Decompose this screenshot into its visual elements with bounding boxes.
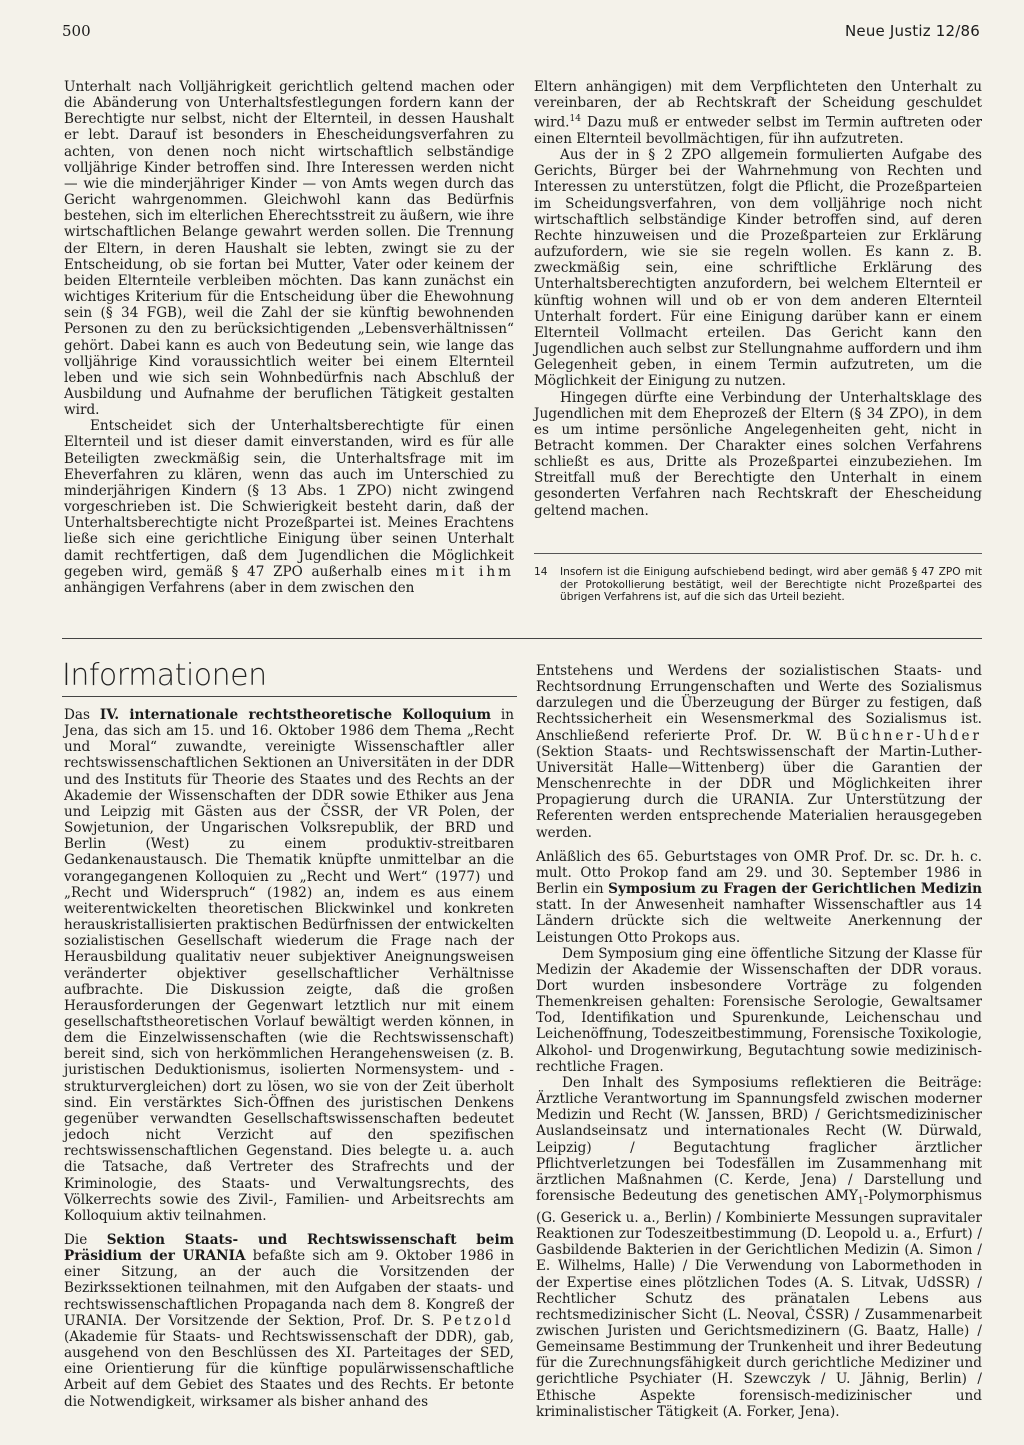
info-heading: IV. internationale rechtstheoretische Kolloquium bbox=[99, 707, 492, 723]
spaced-emphasis: mit ihm bbox=[435, 563, 514, 580]
paragraph: Entscheidet sich der Unterhaltsberechtigte für einen Elternteil und ist dieser damit einverstanden, wird es für alle Beteiligten zweckmäßig sein, die Unterhaltsfrage mit im Eheverfahren zu klären, wenn das auch im Unterschied zu minderjährigen Kindern (§ 13 Abs. 1 ZPO) nicht zwingend vorgeschrieben ist. Die Schwierigkeit besteht darin, daß der Unterhaltsberechtigte nicht Prozeßpartei ist. Meines Erachtens ließe sich eine gerichtliche Einigung über seinen Unterhalt damit rechtfertigen, daß dem Jugendlichen die Möglichkeit gegeben wird, gemäß § 47 ZPO außerhalb eines mit ihm anhängigen Verfahrens (aber in dem zwischen den bbox=[64, 418, 514, 596]
spaced-name: Petzold bbox=[442, 1312, 514, 1329]
paragraph: Unterhalt nach Volljährigkeit gerichtlich geltend machen oder die Abänderung von Unterhaltsfestlegungen fordern kann der Berechtigte nur selbst, nicht der Elternteil, in dessen Haushalt er lebt. Darauf ist besonders in Ehescheidungsverfahren zu achten, von denen noch nicht wirtschaftlich selbständige volljährige Kinder betroffen sind. Ihre Interessen werden nicht — wie die minderjähriger Kinder — von Amts wegen durch das Gericht wahrgenommen. Gleichwohl kann das Bedürfnis bestehen, sich im elterlichen Eherechtsstreit zu äußern, wie ihre wirtschaftlichen Belange gewahrt werden sollen. Die Trennung der Eltern, in deren Haushalt sie lebten, zwingt sie zu der Entscheidung, ob sie fortan bei Mutter, Vater oder keinem der beiden Elternteile verbleiben möchten. Das kann zunächst ein wichtiges Kriterium für die Entscheidung über die Ehewohnung sein (§ 34 FGB), weil die Zahl der sie künftig bewohnenden Personen zu den zu berücksichtigenden „Lebensverhältnissen“ gehört. Dabei kann es auch von Bedeutung sein, wie lange das volljährige Kind voraussichtlich weiter bei einem Elternteil leben und wie sich sein Wohnbedürfnis nach Abschluß der Ausbildung und Aufnahme der beruflichen Tätigkeit gestalten wird. bbox=[64, 79, 514, 419]
info-item: Das IV. internationale rechtstheoretische Kolloquium in Jena, das sich am 15. und 16. Oktober 1986 dem Thema „Recht und Moral“ zuwandte, vereinigte Wissenschaftler aller rechtswissenschaftlichen Sektionen an Universitäten in der DDR und des Instituts für Theorie des Staates und des Rechts an der Akademie der Wissenschaften der DDR sowie Ethiker aus Jena und Leipzig mit Gästen aus der ČSSR, der VR Polen, der Sowjetunion, der Ungarischen Volksrepublik, der BRD und Berlin (West) zu einem produktiv-streitbaren Gedankenaustausch. Die Thematik knüpfte unmittelbar an die vorangegangenen Kolloquien zu „Recht und Wert“ (1977) und „Recht und Widerspruch“ (1982) an, indem es aus einem weiterentwickelten theoretischen Blickwinkel und konkreten herauskristallisierten praktischen Bedürfnissen der entwickelten sozialistischen Gesellschaft wiederum die Frage nach der Herausbildung qualitativ neuer subjektiver Aneignungsweisen veränderter objektiver gesellschaftlicher Verhältnisse aufbrachte. Die Diskussion zeigte, daß die großen Herausforderungen der Gegenwart letztlich nur mit einem gesellschaftstheoretischen Vorlauf bewältigt werden können, in dem die Einzelwissenschaften (wie die Rechtswissenschaft) bereit sind, sich von herkömmlichen Herangehensweisen (z. B. juristischen Deduktionismus, isolierten Normensystem- und -strukturvergleichen) dort zu lösen, wo sie von der Zeit überholt sind. Ein verstärktes Sich-Öffnen des juristischen Denkens gegenüber verwandten Gesellschaftswissenschaften bedeutet jedoch nicht Verzicht auf den spezifischen rechtswissenschaftlichen Gegenstand. Dies belegte u. a. auch die Tatsache, daß Vertreter des Strafrechts und der Kriminologie, des Staats- und Verwaltungsrechts, des Völkerrechts sowie des Zivil-, Familien- und Arbeitsrechts am Kolloquium aktiv teilnahmen. bbox=[64, 707, 514, 1224]
info-item: Anläßlich des 65. Geburtstages von OMR Prof. Dr. sc. Dr. h. c. mult. Otto Prokop fand am 29. und 30. September 1986 in Berlin ein Symposium zu Fragen der Gerichtlichen Medizin statt. In der Anwesenheit namhafter Wissenschaftler aus 14 Ländern drückte sich die weltweite Anerkennung der Leistungen Otto Prokops aus. bbox=[536, 848, 983, 946]
footnote-number: 14 bbox=[534, 566, 548, 578]
info-item: Dem Symposium ging eine öffentliche Sitzung der Klasse für Medizin der Akademie der Wissenschaften der DDR voraus. Dort wurden insbesondere Vorträge zu folgenden Themenkreisen gehalten: Forensische Serologie, Gewaltsamer Tod, Identifikation und Spurenkunde, Leichenschau und Leichenöffnung, Todeszeitbestimmung, Forensische Toxikologie, Alkohol- und Drogenwirkung, Begutachtung sowie medizinisch-rechtliche Fragen. bbox=[536, 945, 982, 1075]
footnote-divider bbox=[534, 553, 982, 554]
footnote-text: Insofern ist die Einigung aufschiebend bedingt, wird aber gemäß § 47 ZPO mit der Protokollierung bestätigt, weil der Berechtigte nicht Prozeßpartei des übrigen Verfahrens ist, auf die sich das Urteil bezieht. bbox=[560, 566, 982, 604]
info-heading: Symposium zu Fragen der Gerichtlichen Medizin bbox=[608, 881, 983, 898]
page-number: 500 bbox=[62, 22, 91, 40]
info-heading: Sektion Staats- und Rechtswissenschaft beim Präsidium der URANIA bbox=[64, 1232, 514, 1265]
info-item: Die Sektion Staats- und Rechtswissenschaft beim Präsidium der URANIA befaßte sich am 9. Oktober 1986 in einer Sitzung, an der auch die Vorsitzenden der Bezirkssektionen teilnahmen, mit den Aufgaben der staats- und rechtswissenschaftlichen Propaganda nach dem 8. Kongreß der URANIA. Der Vorsitzende der Sektion, Prof. Dr. S. Petzold (Akademie für Staats- und Rechtswissenschaft der DDR), gab, ausgehend von den Beschlüssen des XI. Parteitages der SED, eine Orientierung für die künftige populärwissenschaftliche Arbeit auf dem Gebiet des Staates und des Rechts. Er betonte die Notwendigkeit, wirksamer als bisher anhand des bbox=[64, 1232, 514, 1410]
section-title: Informationen bbox=[62, 658, 267, 693]
section-divider bbox=[62, 638, 982, 639]
paragraph: Hingegen dürfte eine Verbindung der Unterhaltsklage des Jugendlichen mit dem Eheprozeß der Eltern (§ 34 ZPO), in dem es um intime persönliche Angelegenheiten geht, nicht in Betracht kommen. Der Charakter eines solchen Verfahrens schließt es aus, Dritte als Prozeßpartei einzubeziehen. Im Streitfall muß der Berechtigte den Unterhalt in einem gesonderten Verfahren nach Rechtskraft der Ehescheidung geltend machen. bbox=[534, 389, 982, 519]
page-header bbox=[62, 22, 980, 44]
footnote bbox=[534, 566, 982, 604]
info-column-right bbox=[536, 663, 982, 1420]
footnote-ref[interactable]: 14 bbox=[569, 114, 581, 125]
info-item: Entstehens und Werdens der sozialistischen Staats- und Rechtsordnung Errungenschaften und Werte des Sozialismus darzulegen und die Überzeugung der Bürger zu festigen, daß Rechtssicherheit ein Wesensmerkmal des Sozialismus ist. Anschließend referierte Prof. Dr. W. Büchner-Uhder (Sektion Staats- und Rechtswissenschaft der Martin-Luther-Universität Halle—Wittenberg) über die Garantien der Menschenrechte in der DDR und Möglichkeiten ihrer Propagierung durch die URANIA. Zur Unterstützung der Referenten werden entsprechende Materialien herausgegeben werden. bbox=[536, 663, 982, 841]
info-column-left bbox=[64, 707, 514, 1410]
paragraph: Aus der in § 2 ZPO allgemein formulierten Aufgabe des Gerichts, Bürger bei der Wahrnehmung von Rechten und Interessen zu unterstützen, folgt die Pflicht, die Prozeßparteien im Scheidungsverfahren, von dem volljährige noch nicht wirtschaftlich selbständige Kinder betroffen sind, auf deren Rechte hinzuweisen und die Prozeßparteien zur Erklärung aufzufordern, wie sie sie regeln wollen. Es kann z. B. zweckmäßig sein, eine schriftliche Erklärung des Unterhaltsberechtigten anzufordern, bei welchem Elternteil er künftig wohnen will und ob er von dem anderen Elternteil Unterhalt fordert. Für eine Einigung darüber kann er einem Elternteil Vollmacht erteilen. Das Gericht kann den Jugendlichen auch selbst zur Stellungnahme auffordern und ihm Gelegenheit geben, in einem Termin aufzutreten, um die Möglichkeit der Einigung zu nutzen. bbox=[534, 147, 982, 390]
journal-issue: Neue Justiz 12/86 bbox=[844, 22, 980, 40]
spaced-name: Büchner-Uhder bbox=[836, 727, 982, 744]
article-column-right bbox=[534, 79, 982, 519]
article-column-left bbox=[64, 79, 514, 596]
info-item: Den Inhalt des Symposiums reflektieren die Beiträge: Ärztliche Verantwortung im Spannungsfeld zwischen moderner Medizin und Recht (W. Janssen, BRD) / Gerichtsmedizinischer Auslandseinsatz und internationales Recht (W. Dürwald, Leipzig) / Begutachtung fraglicher ärztlicher Pflichtverletzungen bei Todesfällen im Zusammenhang mit ärztlichen Maßnahmen (C. Kerde, Jena) / Darstellung und forensische Bedeutung des genetischen $AMY_1$-Polymorphismus (G. Geserick u. a., Berlin) / Kombinierte Messungen supravitaler Reaktionen zur Todeszeitbestimmung (D. Leopold u. a., Erfurt) / Gasbildende Bakterien in der Gerichtlichen Medizin (A. Simon / E. Wilhelms, Halle) / Die Verwendung von Labormethoden in der Expertise eines plötzlichen Todes (A. S. Litvak, UdSSR) / Rechtlicher Schutz des pränatalen Lebens aus rechtsmedizinischer Sicht (L. Neoval, ČSSR) / Zusammenarbeit zwischen Juristen und Gerichtsmedizinern (G. Baatz, Halle) / Gemeinsame Bestimmung der Trunkenheit und ihrer Bedeutung für die Zurechnungsfähigkeit durch gerichtliche Mediziner und gerichtliche Psychiater (H. Szewczyk / U. Jähnig, Berlin) / Ethische Aspekte forensisch-medizinischer und kriminalistischer Tätigkeit (A. Forker, Jena). bbox=[536, 1074, 982, 1420]
paragraph: Eltern anhängigen) mit dem Verpflichteten den Unterhalt zu vereinbaren, der ab Rechtskraft der Scheidung geschuldet wird.$^{14}$ Dazu muß er entweder selbst im Termin auftreten oder einen Elternteil bevollmächtigen, für ihn aufzutreten. bbox=[534, 79, 983, 147]
title-underline bbox=[62, 696, 517, 697]
